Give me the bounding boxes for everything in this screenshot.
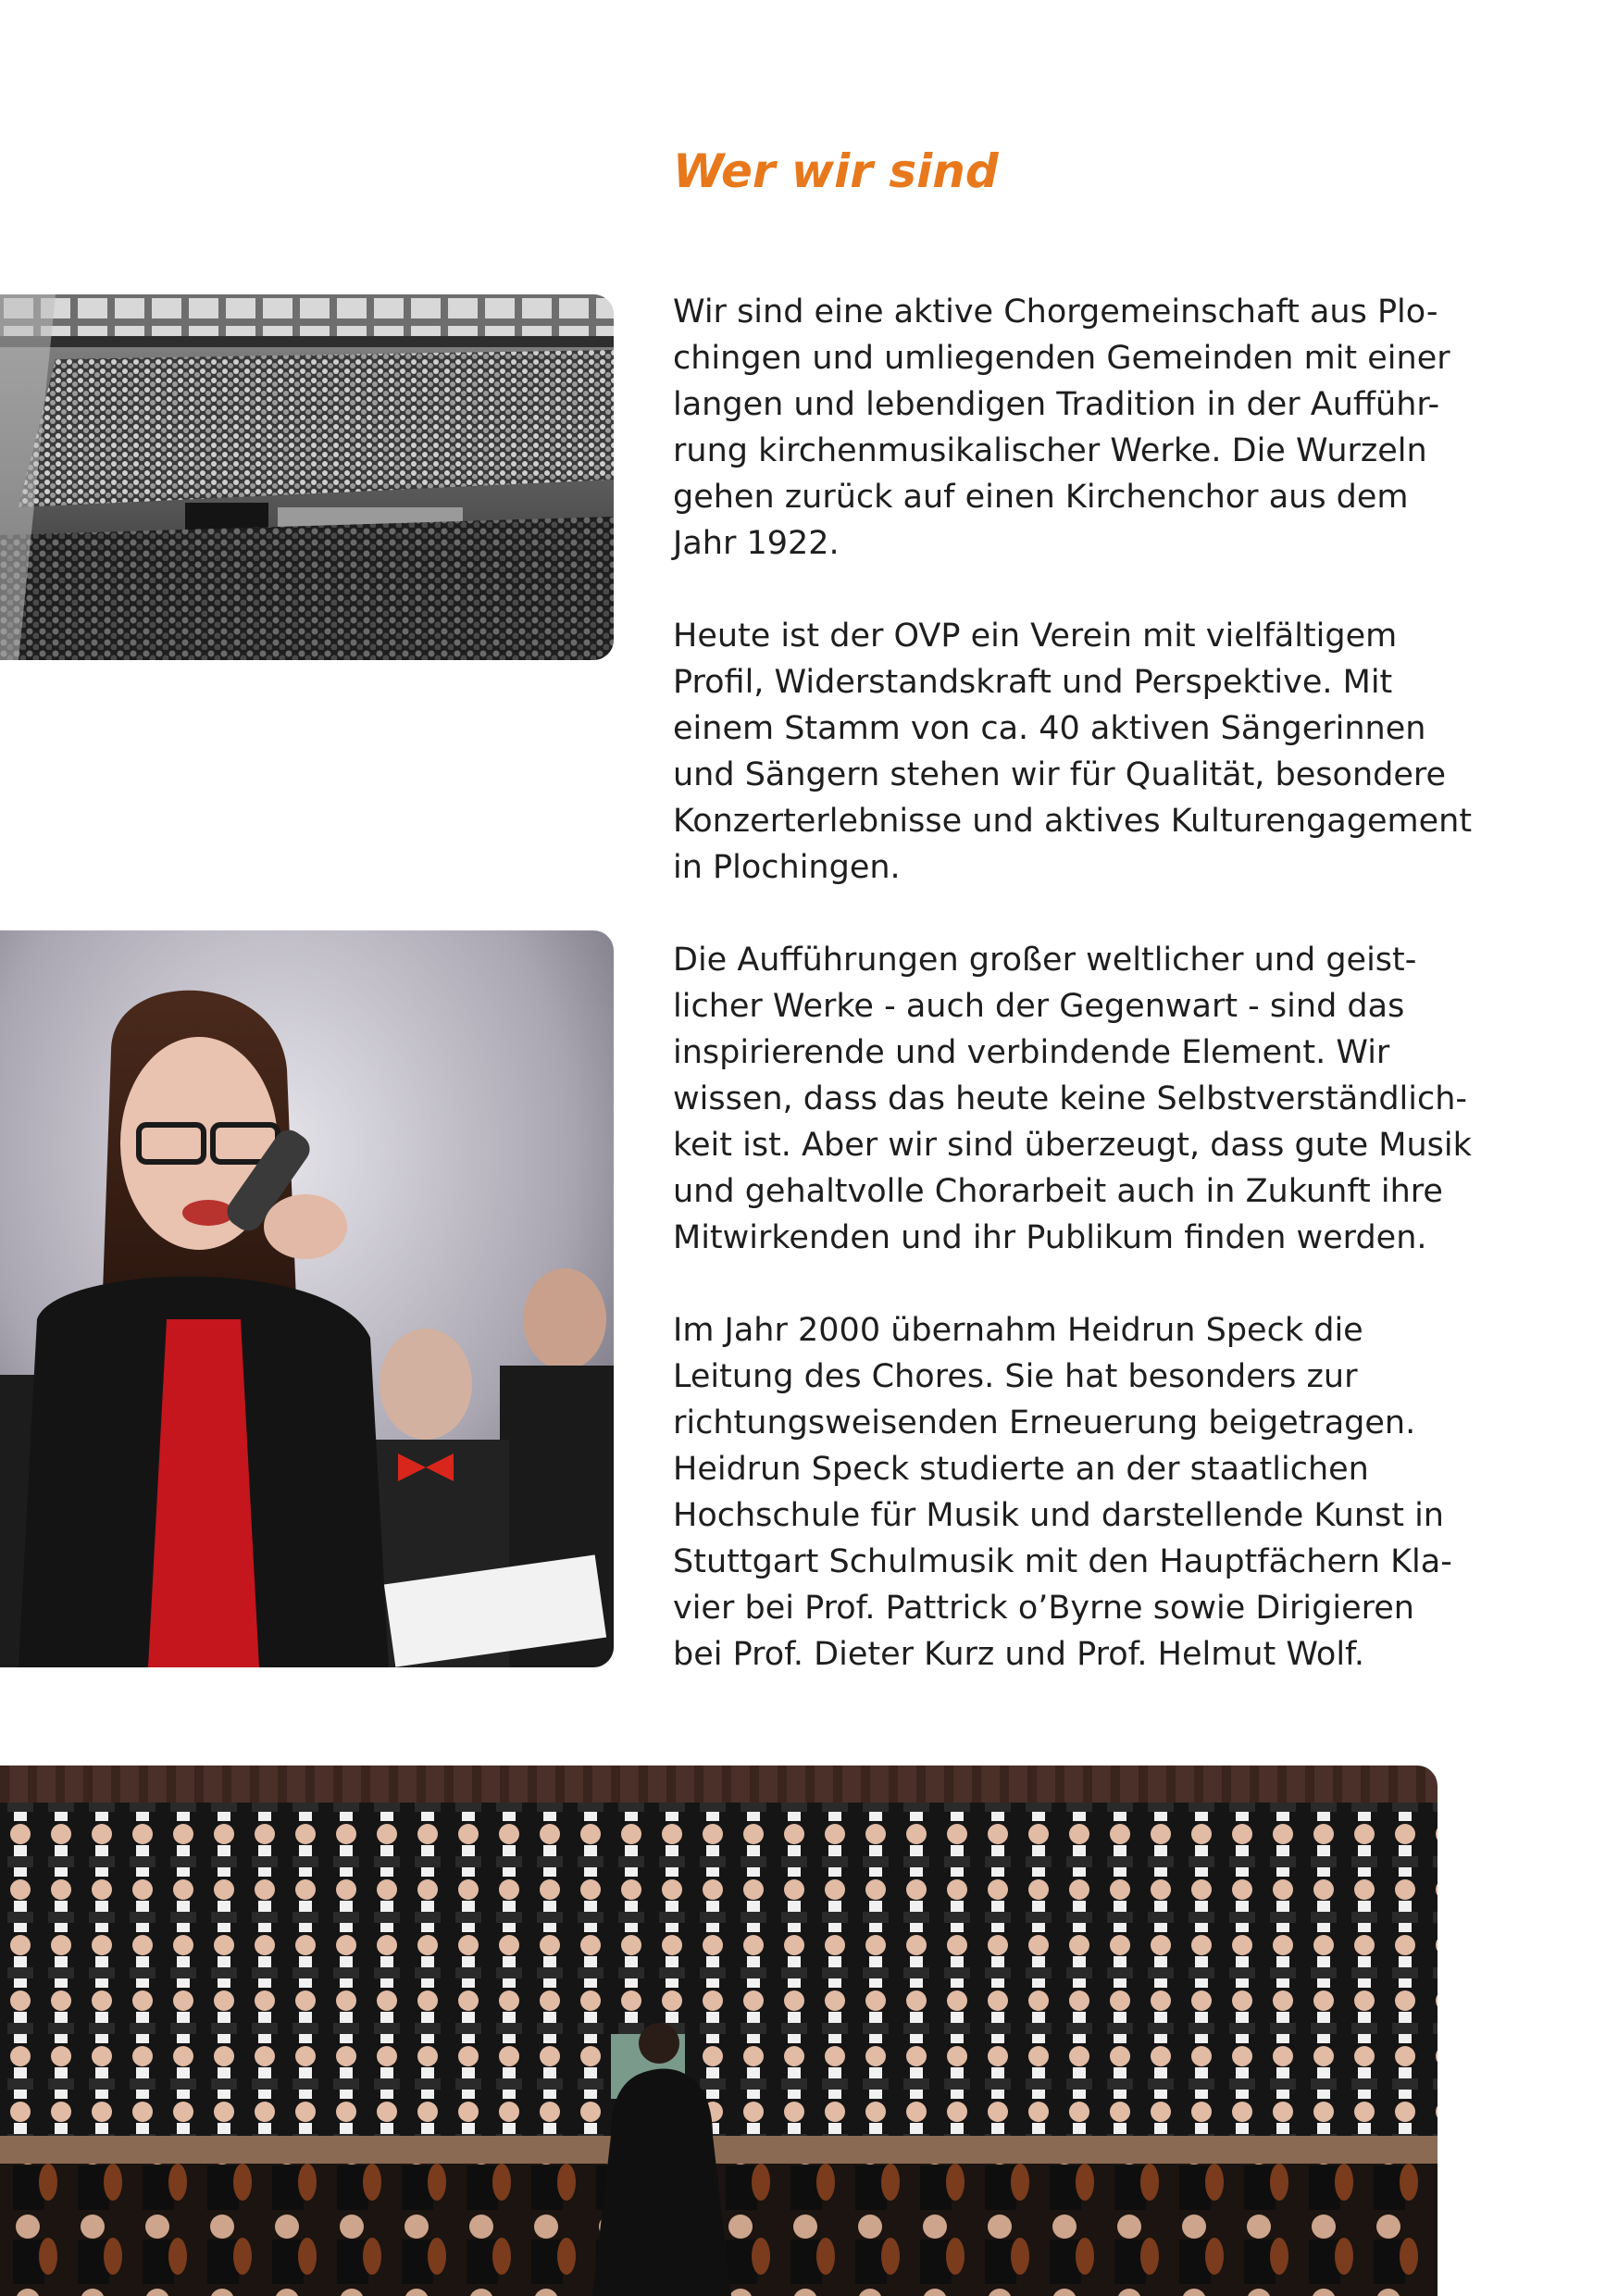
conductor-illustration	[0, 930, 614, 1667]
text-line: und gehaltvolle Chorarbeit auch in Zukunft ihre	[673, 1173, 1443, 1210]
text-line: Mitwirkenden und ihr Publikum finden werden.	[673, 1219, 1427, 1256]
page-title: Wer wir sind	[673, 144, 999, 198]
text-line: und Sängern stehen wir für Qualität, besondere	[673, 756, 1447, 793]
paragraph-director	[673, 1307, 1460, 1678]
text-line: licher Werke - auch der Gegenwart - sind das	[673, 988, 1405, 1025]
conductor-microphone-photo	[0, 930, 614, 1667]
text-line: Profil, Widerstandskraft und Perspektive. Mit	[673, 664, 1393, 701]
text-line: einem Stamm von ca. 40 aktiven Sängerinnen	[673, 710, 1426, 747]
text-line: wissen, dass das heute keine Selbstverständlich-	[673, 1080, 1468, 1117]
text-line: Jahr 1922.	[673, 525, 840, 562]
concert-illustration	[0, 1766, 1438, 2296]
text-line: Hochschule für Musik und darstellende Kunst in	[673, 1497, 1444, 1534]
historic-choir-illustration	[0, 294, 614, 660]
text-line: Heute ist der OVP ein Verein mit vielfältigem	[673, 618, 1398, 655]
text-line: rung kirchenmusikalischer Werke. Die Wurzeln	[673, 432, 1427, 469]
historic-choir-photo	[0, 294, 614, 660]
text-line: Wir sind eine aktive Chorgemeinschaft aus Plo-	[673, 293, 1438, 331]
text-line: Heidrun Speck studierte an der staatlichen	[673, 1451, 1369, 1488]
text-line: Im Jahr 2000 übernahm Heidrun Speck die	[673, 1312, 1363, 1349]
text-line: Die Aufführungen großer weltlicher und geist-	[673, 942, 1417, 979]
text-line: Konzerterlebnisse und aktives Kulturengagement	[673, 803, 1473, 840]
text-line: Stuttgart Schulmusik mit den Hauptfächern Kla-	[673, 1543, 1452, 1580]
text-line: inspirierende und verbindende Element. Wir	[673, 1034, 1390, 1071]
paragraph-history	[673, 289, 1460, 567]
text-line: chingen und umliegenden Gemeinden mit einer	[673, 340, 1450, 377]
text-line: bei Prof. Dieter Kurz und Prof. Helmut Wolf.	[673, 1636, 1364, 1673]
choir-orchestra-concert-photo	[0, 1766, 1438, 2296]
paragraph-performances	[673, 937, 1472, 1261]
text-line: langen und lebendigen Tradition in der Aufführ-	[673, 386, 1440, 423]
text-line: in Plochingen.	[673, 849, 901, 886]
text-line: vier bei Prof. Pattrick o’Byrne sowie Dirigieren	[673, 1590, 1414, 1627]
text-line: gehen zurück auf einen Kirchenchor aus dem	[673, 479, 1409, 516]
text-line: Leitung des Chores. Sie hat besonders zur	[673, 1358, 1358, 1395]
paragraph-today	[673, 613, 1473, 891]
text-line: richtungsweisenden Erneuerung beigetragen.	[673, 1404, 1416, 1441]
text-line: keit ist. Aber wir sind überzeugt, dass gute Musik	[673, 1127, 1472, 1164]
